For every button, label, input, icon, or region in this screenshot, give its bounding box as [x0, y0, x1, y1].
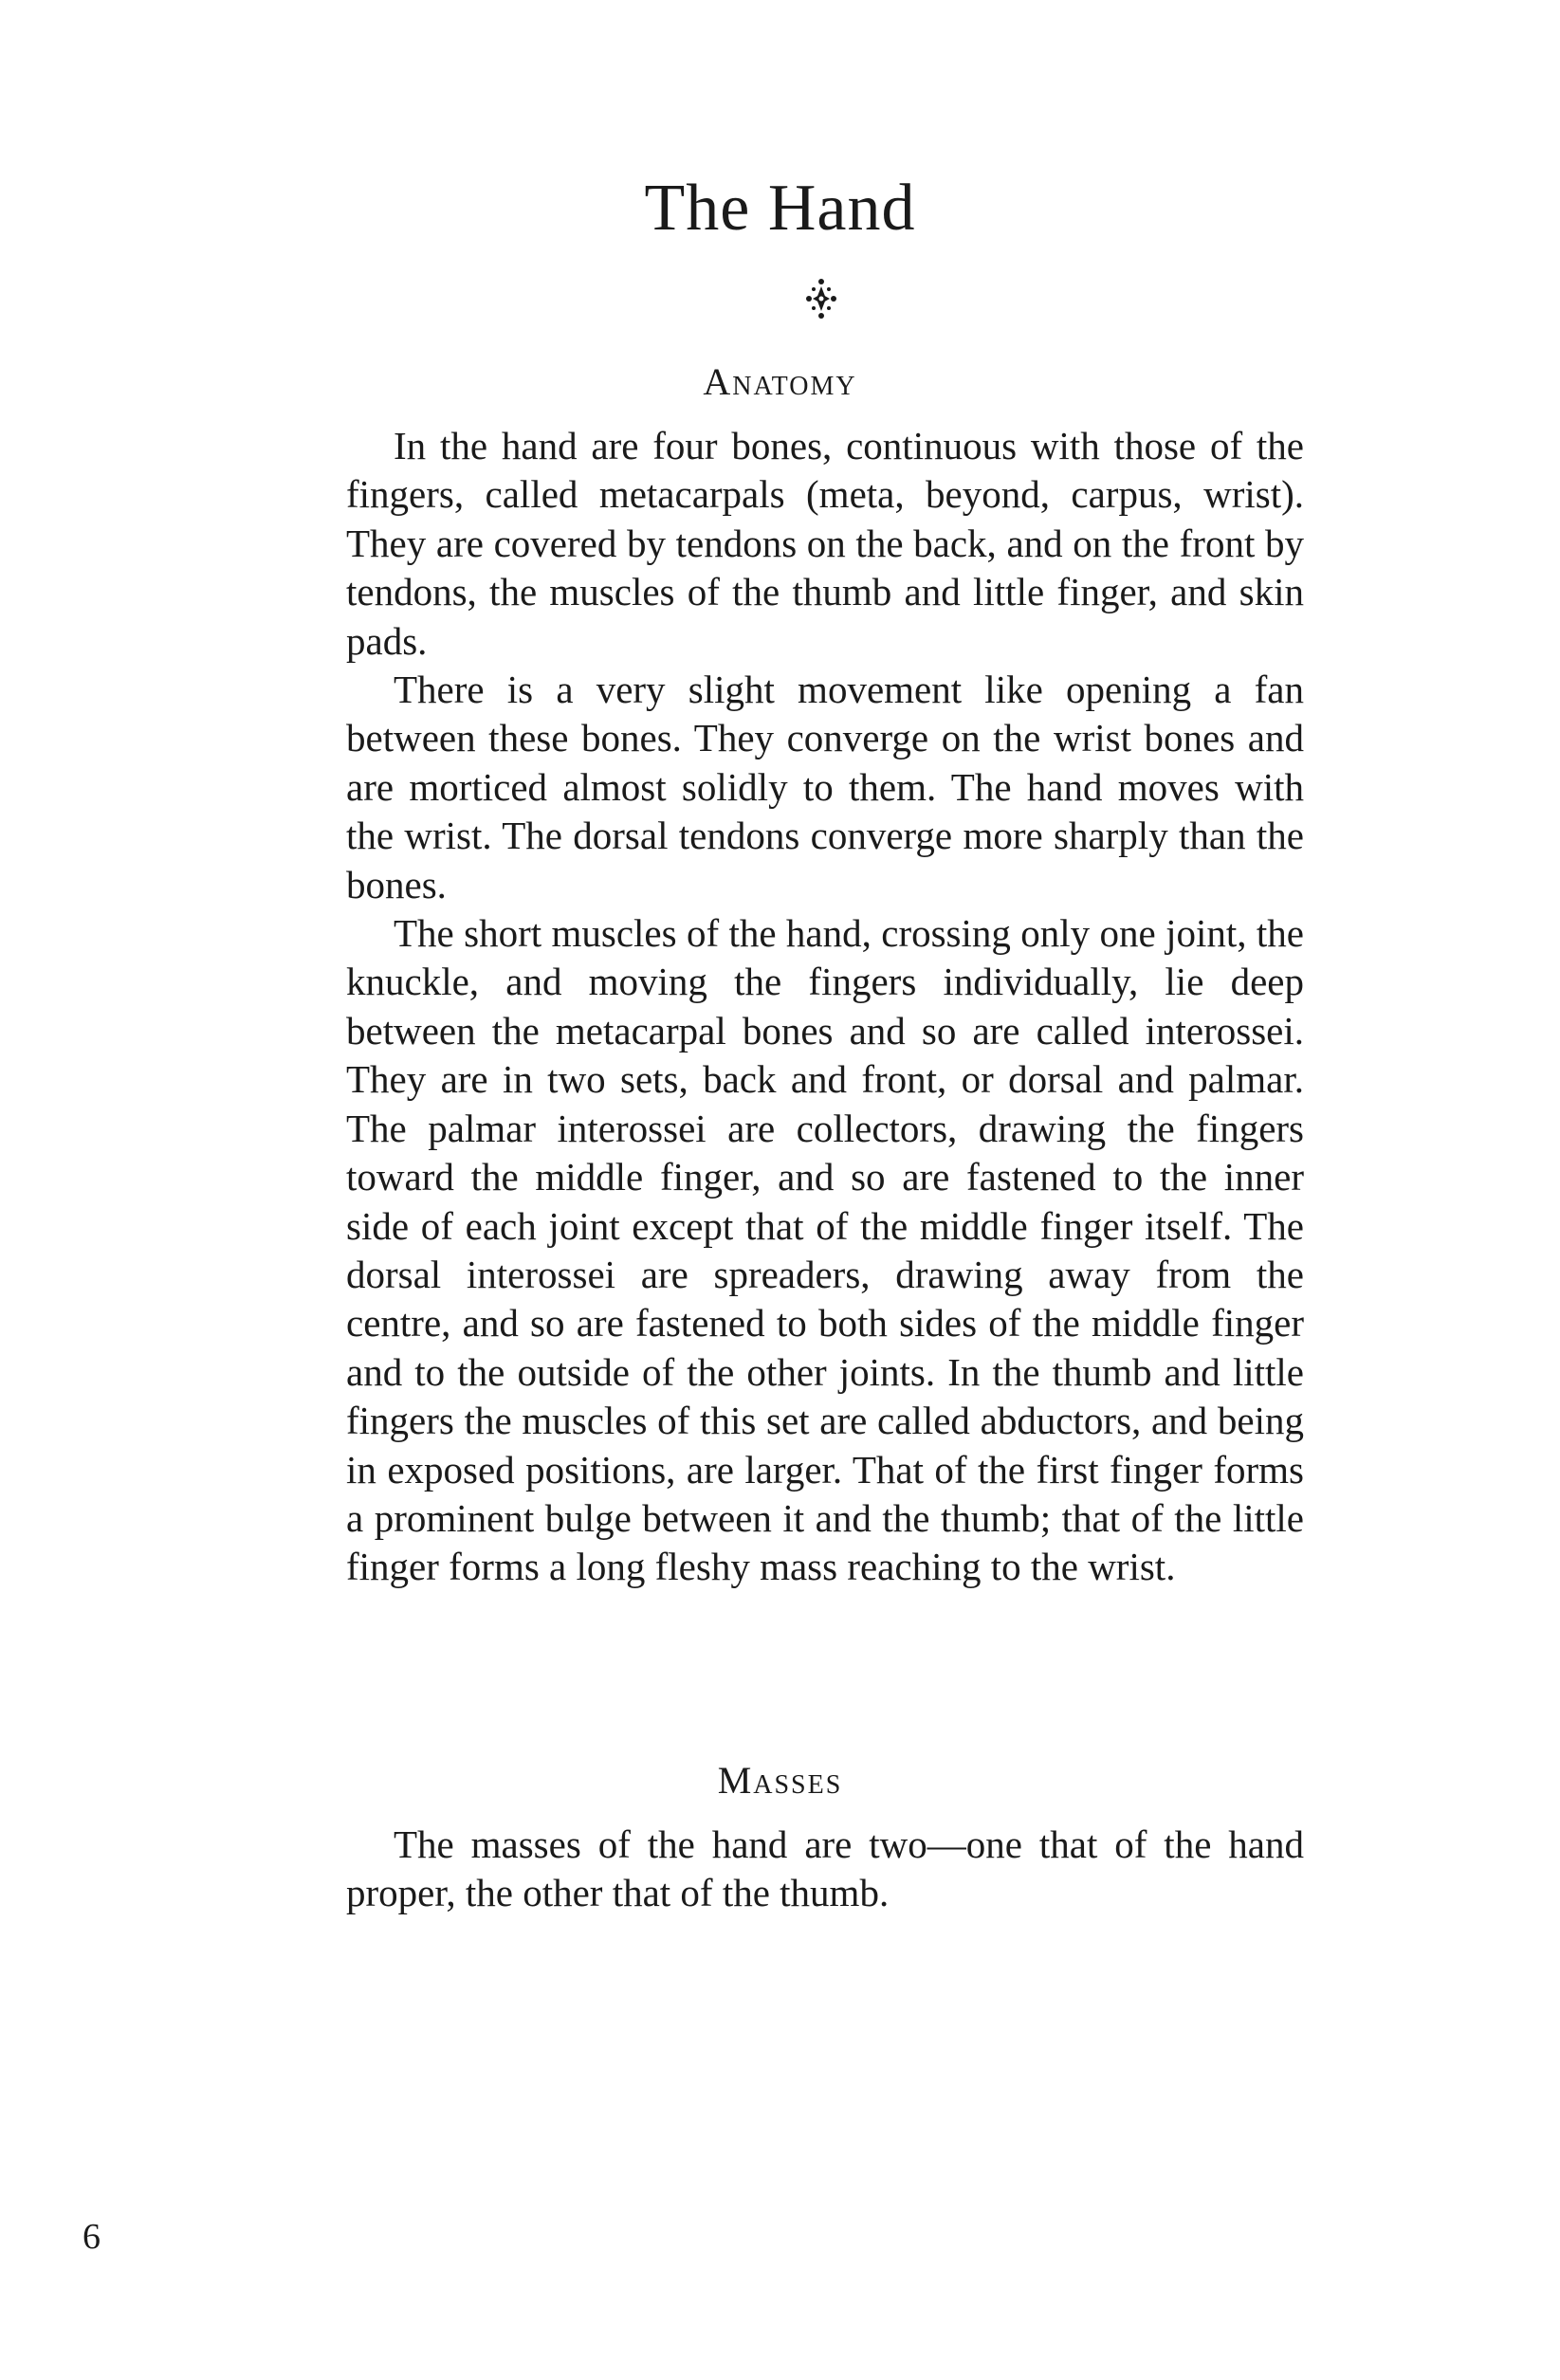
- paragraph: In the hand are four bones, continuous with those of the fingers, called metacarpals (meta, beyond, carpus, wrist). They are covered by tendons on the back, and on the front by tendons, the muscles of the thumb and little finger, and skin pads.: [346, 424, 1304, 663]
- page-title: The Hand: [644, 172, 916, 245]
- page-number: 6: [83, 2217, 101, 2257]
- paragraph: The masses of the hand are two—one that of the hand proper, the other that of the thumb.: [346, 1822, 1304, 1915]
- paragraph: The short muscles of the hand, crossing only one joint, the knuckle, and moving the fingers individually, lie deep between the metacarpal bones and so are called interossei. They are in two sets, back and front, or dorsal and palmar. The palmar interossei are collectors, drawing the fingers toward the middle finger, and so are fastened to the inner side of each joint except that of the middle finger itself. The dorsal interossei are spreaders, drawing away from the centre, and so are fastened to both sides of the middle finger and to the outside of the other joints. In the thumb and little fingers the muscles of this set are called abductors, and being in exposed positions, are larger. That of the first finger forms a prominent bulge between it and the thumb; that of the little finger forms a long fleshy mass reaching to the wrist.: [346, 911, 1304, 1589]
- anatomy-text: [346, 422, 1304, 1592]
- masses-text: [346, 1821, 1304, 1918]
- floral-ornament-icon: [803, 275, 839, 322]
- section-heading-anatomy: Anatomy: [703, 360, 857, 403]
- section-heading-masses: Masses: [717, 1759, 843, 1802]
- paragraph: There is a very slight movement like opening a fan between these bones. They converge on the wrist bones and are morticed almost solidly to them. The hand moves with the wrist. The dorsal tendons converge more sharply than the bones.: [346, 668, 1304, 906]
